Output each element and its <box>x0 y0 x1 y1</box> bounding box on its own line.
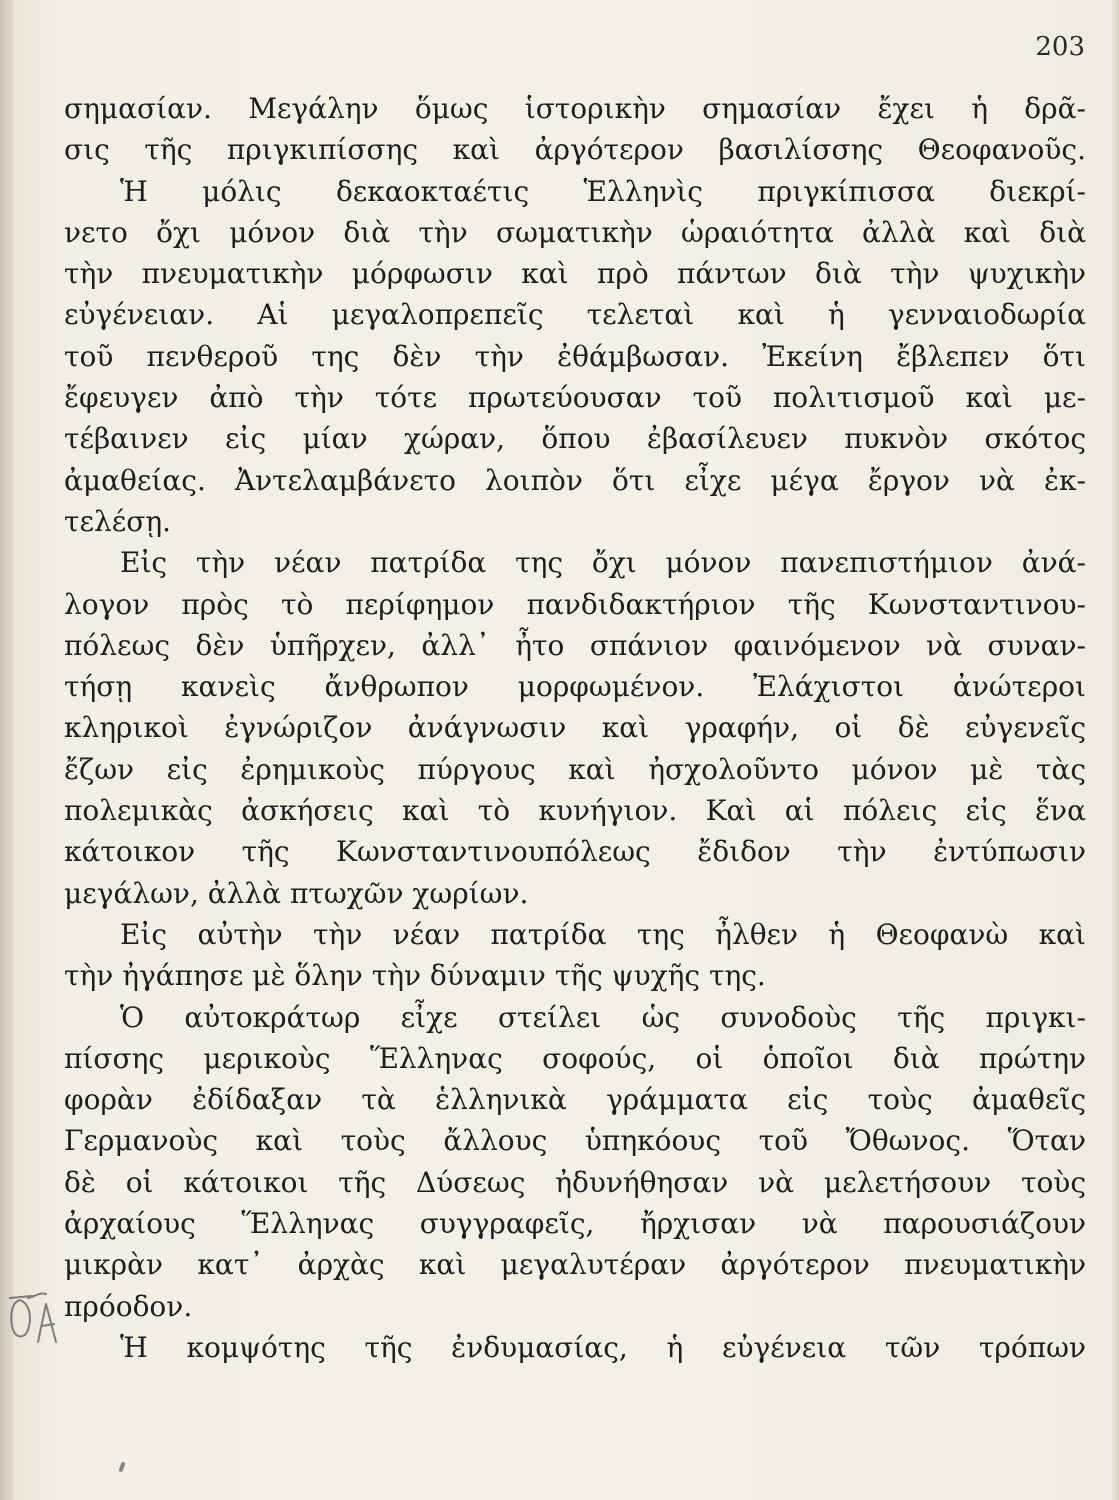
stray-ink-mark <box>118 1462 125 1473</box>
text-line: Εἰς αὐτὴν τὴν νέαν πατρίδα της ἦλθεν ἡ Θεοφανὼ καὶ <box>120 917 1086 951</box>
page-left-edge <box>0 0 14 1500</box>
text-line: πρόοδον. <box>64 1289 193 1323</box>
pencil-margin-0a-mark-icon <box>6 1286 98 1366</box>
text-line: Γερμανοὺς καὶ τοὺς ἄλλους ὑπηκόους τοῦ Ὄθωνος. Ὅταν <box>64 1124 1086 1158</box>
text-line: πίσσης μερικοὺς Ἕλληνας σοφούς, οἱ ὁποῖοι διὰ πρώτην <box>64 1041 1086 1075</box>
text-line: πολεμικὰς ἀσκήσεις καὶ τὸ κυνήγιον. Καὶ αἱ πόλεις εἰς ἕνα <box>64 794 1086 828</box>
text-line: Ὁ αὐτοκράτωρ εἶχε στείλει ὡς συνοδοὺς τῆς πριγκι- <box>120 1000 1086 1034</box>
text-line: εὐγένειαν. Αἱ μεγαλοπρεπεῖς τελεταὶ καὶ ἡ γενναιοδωρία <box>64 298 1086 332</box>
body-text <box>64 88 1086 1368</box>
text-line: ἀμαθείας. Ἀντελαμβάνετο λοιπὸν ὅτι εἶχε μέγα ἔργον νὰ ἐκ- <box>64 463 1086 497</box>
text-line: Ἡ μόλις δεκαοκταέτις Ἑλληνὶς πριγκίπισσα διεκρί- <box>120 174 1086 208</box>
text-line: κάτοικον τῆς Κωνσταντινουπόλεως ἔδιδον τὴν ἐντύπωσιν <box>64 835 1086 869</box>
text-line: τήσῃ κανεὶς ἄνθρωπον μορφωμένον. Ἐλάχιστοι ἀνώτεροι <box>64 670 1086 704</box>
text-line: τοῦ πενθεροῦ της δὲν τὴν ἐθάμβωσαν. Ἐκείνη ἔβλεπεν ὅτι <box>64 339 1086 373</box>
text-line: ἔφευγεν ἀπὸ τὴν τότε πρωτεύουσαν τοῦ πολιτισμοῦ καὶ με- <box>64 381 1086 415</box>
text-line: μικρὰν κατ᾽ ἀρχὰς καὶ μεγαλυτέραν ἀργότερον πνευματικὴν <box>64 1248 1086 1282</box>
text-line: δὲ οἱ κάτοικοι τῆς Δύσεως ἠδυνήθησαν νὰ μελετήσουν τοὺς <box>64 1165 1086 1199</box>
page-right-edge <box>1111 0 1119 1500</box>
text-line: νετο ὄχι μόνον διὰ τὴν σωματικὴν ὡραιότητα ἀλλὰ καὶ διὰ <box>64 215 1086 249</box>
text-line: πόλεως δὲν ὑπῆρχεν, ἀλλ᾽ ἦτο σπάνιον φαινόμενον νὰ συναν- <box>64 628 1086 662</box>
text-line: τὴν πνευματικὴν μόρφωσιν καὶ πρὸ πάντων διὰ τὴν ψυχικὴν <box>64 257 1086 291</box>
text-line: σις τῆς πριγκιπίσσης καὶ ἀργότερον βασιλίσσης Θεοφανοῦς. <box>64 133 1086 167</box>
text-line: Εἰς τὴν νέαν πατρίδα της ὄχι μόνον πανεπιστήμιον ἀνά- <box>120 546 1086 580</box>
page-number: 203 <box>1035 32 1085 62</box>
text-line: φορὰν ἐδίδαξαν τὰ ἑλληνικὰ γράμματα εἰς τοὺς ἀμαθεῖς <box>64 1083 1086 1117</box>
text-line: ἔζων εἰς ἐρημικοὺς πύργους καὶ ἠσχολοῦντο μόνον μὲ τὰς <box>64 752 1086 786</box>
text-line: ἀρχαίους Ἕλληνας συγγραφεῖς, ἤρχισαν νὰ παρουσιάζουν <box>64 1207 1086 1241</box>
text-line: λογον πρὸς τὸ περίφημον πανδιδακτήριον τῆς Κωνσταντινου- <box>64 587 1086 621</box>
text-line: σημασίαν. Μεγάλην ὅμως ἱστορικὴν σημασίαν ἔχει ἡ δρᾶ- <box>64 92 1086 125</box>
text-line: τέβαινεν εἰς μίαν χώραν, ὅπου ἐβασίλευεν πυκνὸν σκότος <box>64 422 1086 456</box>
text-line: τελέσῃ. <box>64 504 172 538</box>
text-line: Ἡ κομψότης τῆς ἐνδυμασίας, ἡ εὐγένεια τῶν τρόπων <box>120 1330 1086 1364</box>
text-line: τὴν ἠγάπησε μὲ ὅλην τὴν δύναμιν τῆς ψυχῆς της. <box>64 959 766 993</box>
text-line: κληρικοὶ ἐγνώριζον ἀνάγνωσιν καὶ γραφήν, οἱ δὲ εὐγενεῖς <box>64 711 1086 745</box>
text-line: μεγάλων, ἀλλὰ πτωχῶν χωρίων. <box>64 876 529 910</box>
